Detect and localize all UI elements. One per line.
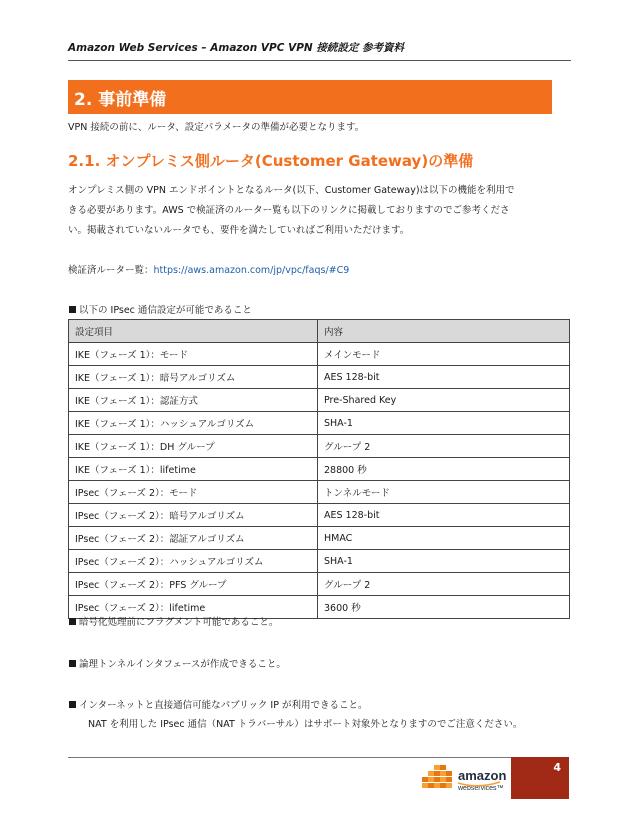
page-number-box	[511, 757, 569, 799]
table-cell: グループ 2	[318, 573, 570, 596]
verified-routers-line	[68, 262, 349, 276]
table-row	[69, 343, 570, 366]
table-cell: SHA-1	[318, 550, 570, 573]
table-row	[69, 481, 570, 504]
table-header-cell: 内容	[318, 320, 570, 343]
table-cell: AES 128-bit	[318, 504, 570, 527]
table-cell: 28800 秒	[318, 458, 570, 481]
paragraph-line: い。掲載されていないルータでも、要件を満たしていればご利用いただけます。	[68, 225, 410, 236]
ipsec-settings-table	[68, 319, 570, 619]
bullet-text: 暗号化処理前にフラグメント可能であること。	[79, 617, 279, 628]
bullet-item	[68, 614, 278, 628]
table-cell: IPsec（フェーズ 2）：lifetime	[69, 596, 318, 619]
subsection-title: 2.1. オンプレミス側ルータ(Customer Gateway)の準備	[68, 152, 474, 170]
logo-sub: webservices™	[458, 785, 504, 792]
table-cell: メインモード	[318, 343, 570, 366]
table-cell: IKE（フェーズ 1）：ハッシュアルゴリズム	[69, 412, 318, 435]
bullet-item	[68, 302, 252, 316]
header-divider	[68, 60, 571, 61]
aws-cubes-icon	[420, 763, 512, 797]
section-intro: VPN 接続の前に、ルータ、設定パラメータの準備が必要となります。	[68, 122, 365, 133]
bullet-square-icon	[69, 660, 76, 667]
logo-word: amazon	[458, 768, 507, 783]
table-cell: AES 128-bit	[318, 366, 570, 389]
paragraph-line: きる必要があります。AWS で検証済のルーター覧も以下のリンクに掲載しておりますのでご参考くださ	[68, 205, 510, 216]
nat-traversal-note: NAT を利用した IPsec 通信（NAT トラバーサル）はサポート対象外となりますのでご注意ください。	[88, 719, 523, 730]
table-row	[69, 366, 570, 389]
page-number: 4	[553, 761, 561, 774]
table-cell: HMAC	[318, 527, 570, 550]
section-banner	[68, 80, 552, 114]
aws-logo	[420, 763, 512, 797]
bullet-square-icon	[69, 306, 76, 313]
bullet-square-icon	[69, 618, 76, 625]
table-row	[69, 412, 570, 435]
bullet-text: インターネットと直接通信可能なパブリック IP が利用できること。	[79, 700, 368, 711]
table-cell: SHA-1	[318, 412, 570, 435]
table-cell: IKE（フェーズ 1）：lifetime	[69, 458, 318, 481]
document-header-title: Amazon Web Services – Amazon VPC VPN 接続設定 参考資料	[68, 42, 404, 54]
bullet-square-icon	[69, 701, 76, 708]
table-cell: トンネルモード	[318, 481, 570, 504]
paragraph-line: オンプレミス側の VPN エンドポイントとなるルータ(以下、Customer Gateway)は以下の機能を利用で	[68, 185, 515, 196]
table-row	[69, 389, 570, 412]
table-cell: IPsec（フェーズ 2）：PFS グループ	[69, 573, 318, 596]
table-cell: 3600 秒	[318, 596, 570, 619]
table-cell: IPsec（フェーズ 2）：モード	[69, 481, 318, 504]
bullet-item	[68, 656, 286, 670]
table-row	[69, 435, 570, 458]
table-cell: IKE（フェーズ 1）：暗号アルゴリズム	[69, 366, 318, 389]
subsection-paragraph	[68, 181, 573, 241]
table-header-cell: 設定項目	[69, 320, 318, 343]
bullet-item	[68, 697, 367, 711]
verified-routers-link[interactable]: https://aws.amazon.com/jp/vpc/faqs/#C9	[153, 265, 350, 276]
table-cell: グループ 2	[318, 435, 570, 458]
section-title: 2. 事前準備	[74, 89, 167, 110]
table-cell: IKE（フェーズ 1）：DH グループ	[69, 435, 318, 458]
table-row	[69, 550, 570, 573]
table-cell: IKE（フェーズ 1）：認証方式	[69, 389, 318, 412]
table-row	[69, 458, 570, 481]
table-row	[69, 504, 570, 527]
table-cell: IPsec（フェーズ 2）：ハッシュアルゴリズム	[69, 550, 318, 573]
table-cell: IPsec（フェーズ 2）：暗号アルゴリズム	[69, 504, 318, 527]
bullet-text: 以下の IPsec 通信設定が可能であること	[79, 305, 252, 316]
table-header-row	[69, 320, 570, 343]
table-cell: IKE（フェーズ 1）：モード	[69, 343, 318, 366]
verified-label: 検証済ルーター覧：	[68, 265, 154, 276]
footer-divider	[68, 757, 511, 758]
table-row	[69, 527, 570, 550]
table-row	[69, 573, 570, 596]
bullet-text: 論理トンネルインタフェースが作成できること。	[79, 659, 286, 670]
table-cell: Pre-Shared Key	[318, 389, 570, 412]
table-cell: IPsec（フェーズ 2）：認証アルゴリズム	[69, 527, 318, 550]
